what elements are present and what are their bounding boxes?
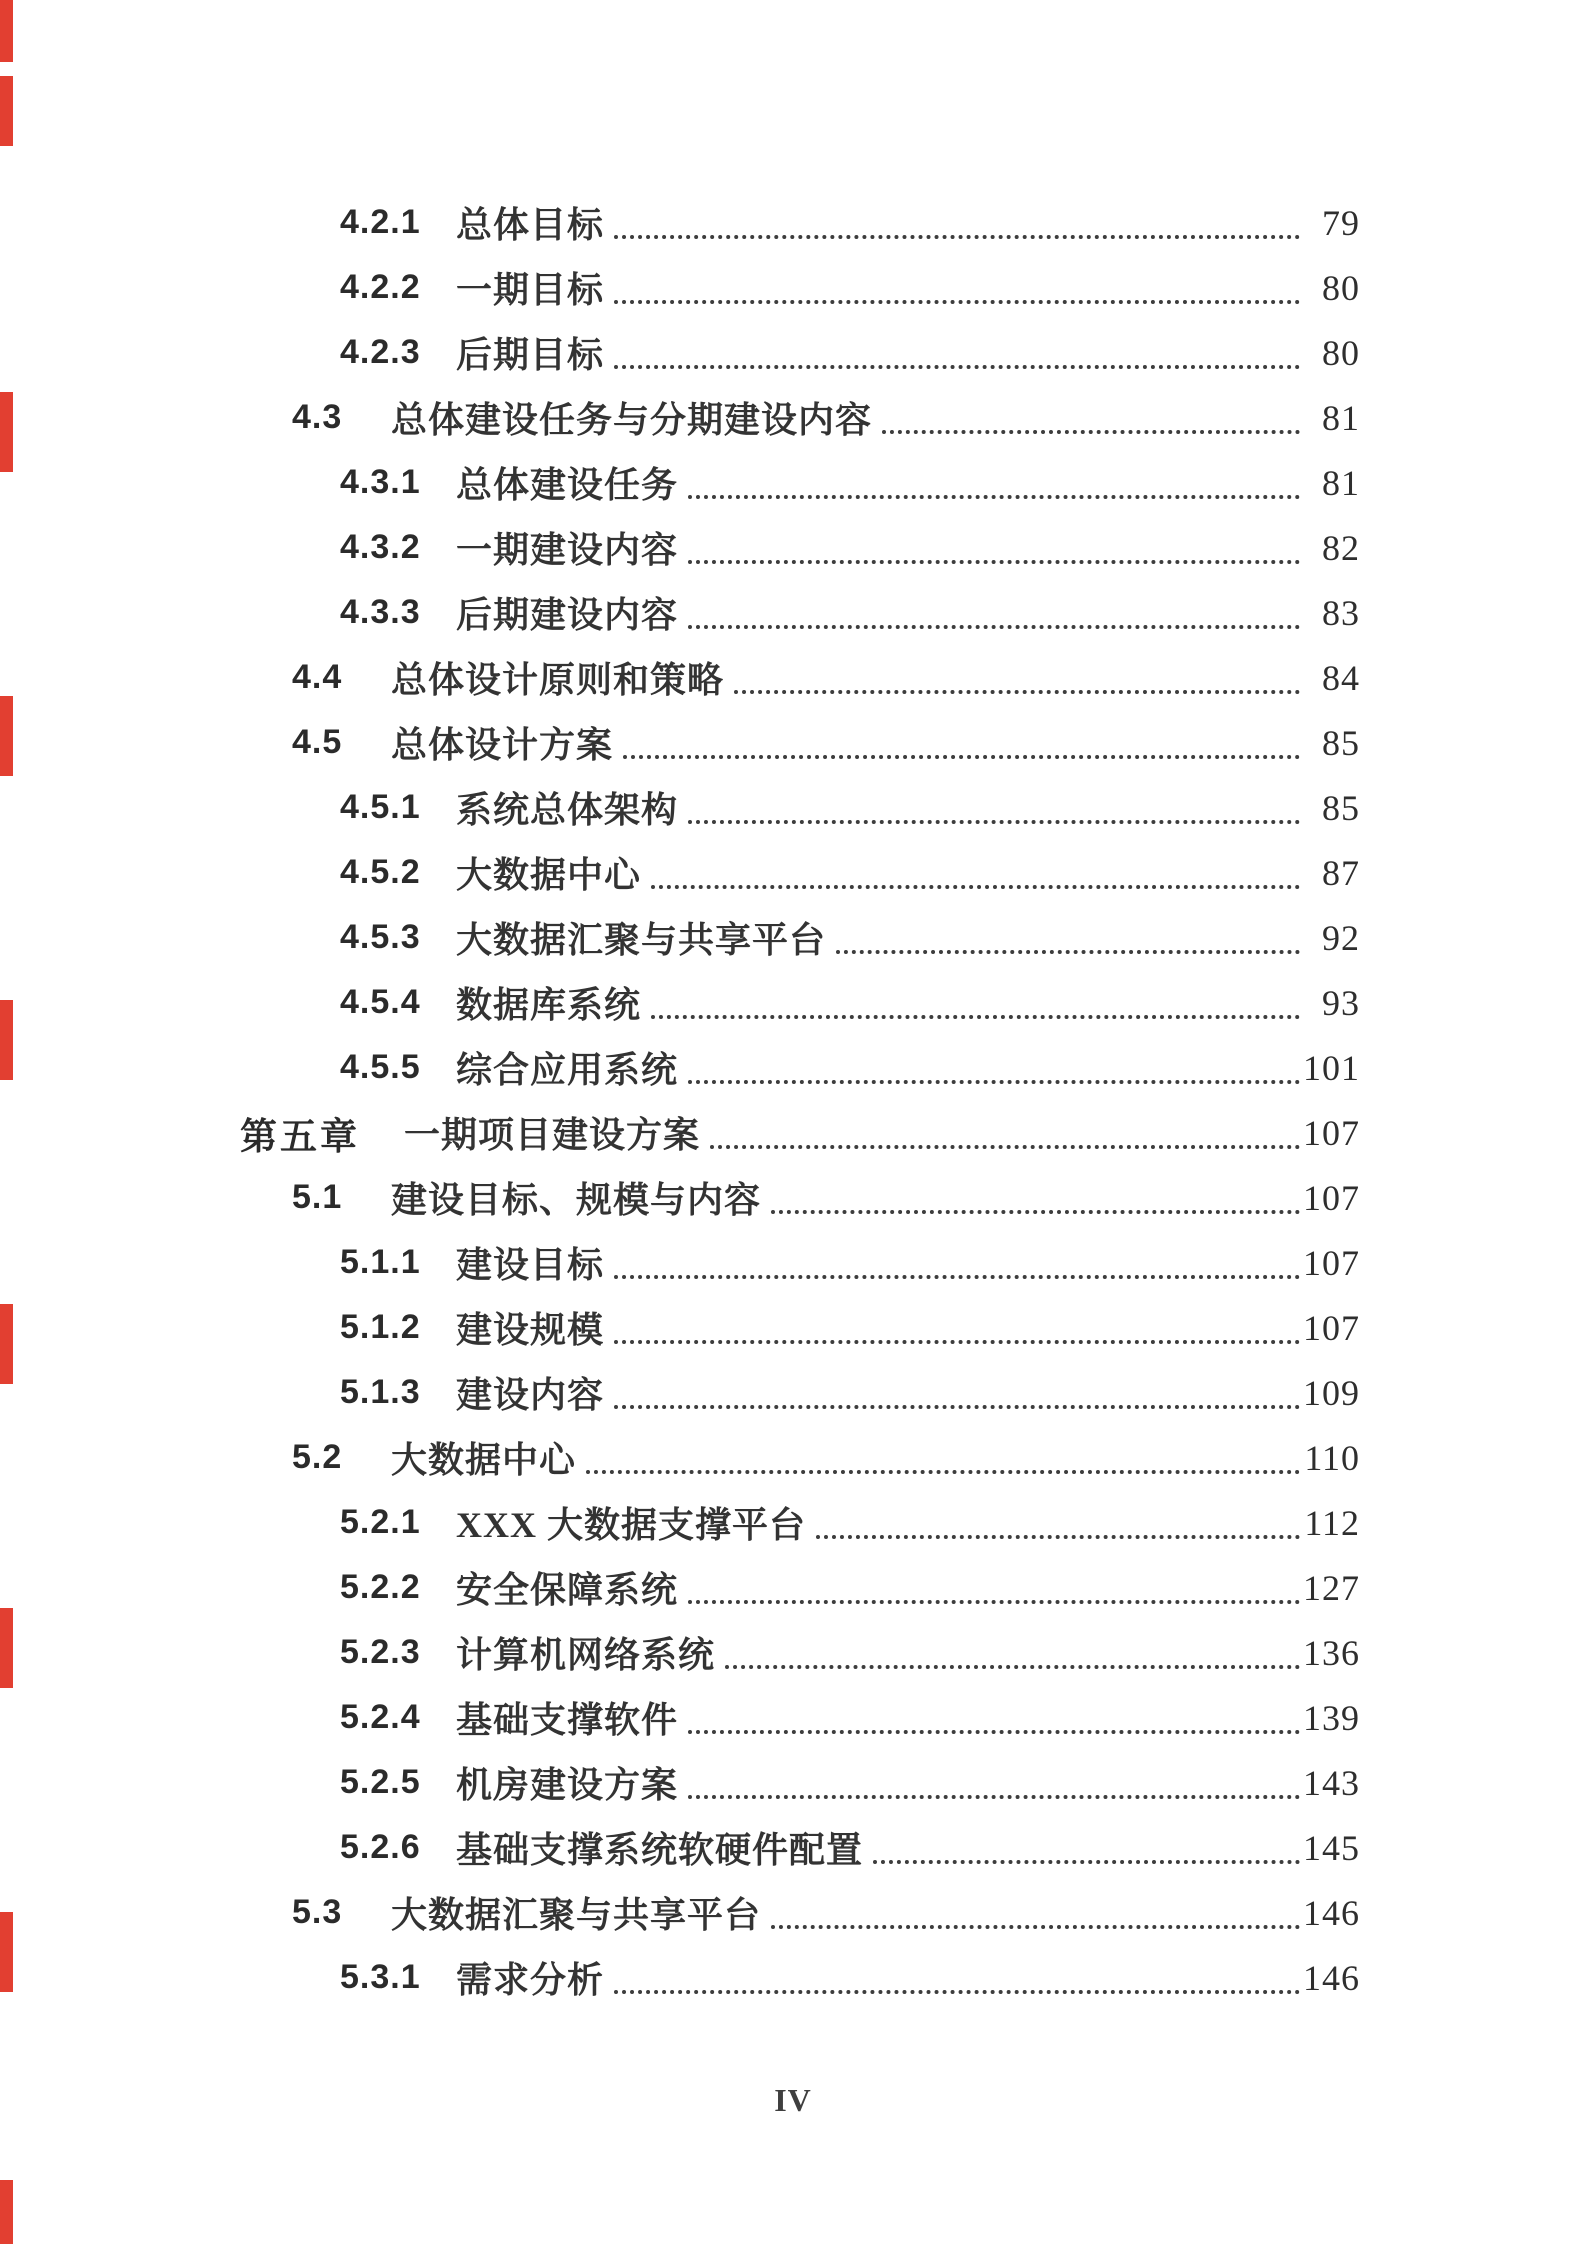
dot-leader [647,852,1302,894]
toc-entry-title: 大数据中心 [456,855,642,895]
toc-entry[interactable] [340,1230,1360,1295]
toc-entry[interactable] [340,450,1360,515]
toc-entry-page: 83 [1322,592,1360,633]
table-of-contents [240,190,1360,2010]
toc-entry-title: 总体设计原则和策略 [391,660,725,700]
toc-entry-number: 4.2.1 [340,203,421,241]
toc-entry-page: 110 [1304,1437,1360,1478]
toc-entry-number: 5.2.3 [340,1633,421,1671]
toc-entry-title: 大数据汇聚与共享平台 [456,920,827,960]
toc-entry-page: 87 [1322,852,1360,893]
toc-entry-number: 4.5.3 [340,918,421,956]
toc-entry-title: 数据库系统 [456,985,642,1025]
toc-entry-title: 安全保障系统 [456,1570,679,1610]
toc-entry-number: 4.5.1 [340,788,421,826]
toc-entry-title: 基础支撑系统软硬件配置 [456,1830,864,1870]
page-number-footer: IV [774,2082,812,2118]
toc-entry-number: 4.5 [292,723,343,761]
toc-entry-number: 5.2.1 [340,1503,421,1541]
dot-leader [610,202,1302,244]
toc-entry-page: 107 [1303,1112,1360,1153]
dot-leader [721,1632,1302,1674]
dot-leader [619,722,1302,764]
toc-entry-page: 93 [1322,982,1360,1023]
dot-leader [684,592,1302,634]
dot-leader [684,462,1302,504]
toc-entry[interactable] [340,1360,1360,1425]
toc-entry-page: 79 [1322,202,1360,243]
toc-entry-title: 计算机网络系统 [456,1635,716,1675]
toc-entry-title: 建设内容 [456,1375,605,1415]
toc-entry-number: 4.2.3 [340,333,421,371]
dot-leader [610,1957,1302,1999]
toc-entry[interactable] [340,840,1360,905]
dot-leader [706,1112,1302,1154]
toc-entry-title: 机房建设方案 [456,1765,679,1805]
toc-entry-title: 建设规模 [456,1310,605,1350]
toc-entry-page: 146 [1303,1892,1360,1933]
toc-entry-page: 80 [1322,332,1360,373]
toc-entry-page: 145 [1303,1827,1360,1868]
dot-leader [684,1567,1302,1609]
toc-entry-page: 127 [1303,1567,1360,1608]
toc-entry-page: 85 [1322,722,1360,763]
toc-entry-page: 109 [1303,1372,1360,1413]
toc-entry-page: 107 [1303,1177,1360,1218]
toc-entry[interactable] [340,1555,1360,1620]
toc-entry-title: 一期建设内容 [456,530,679,570]
toc-entry-page: 85 [1322,787,1360,828]
dot-leader [684,1047,1302,1089]
toc-entry-number: 5.2.6 [340,1828,421,1866]
toc-entry-number: 4.2.2 [340,268,421,306]
toc-entry-title: 建设目标、规模与内容 [391,1180,762,1220]
toc-entry-title: 一期目标 [456,270,605,310]
toc-entry-title: 总体建设任务与分期建设内容 [391,400,873,440]
toc-entry[interactable] [292,1165,1360,1230]
toc-entry-title: 系统总体架构 [456,790,679,830]
toc-entry-page: 81 [1322,397,1360,438]
toc-entry-number: 4.5.4 [340,983,421,1021]
dot-leader [812,1502,1302,1544]
dot-leader [832,917,1302,959]
toc-entry-title: 综合应用系统 [456,1050,679,1090]
dot-leader [767,1177,1302,1219]
toc-entry-page: 84 [1322,657,1360,698]
toc-entry[interactable] [340,775,1360,840]
toc-entry[interactable] [340,1620,1360,1685]
toc-entry-title: 总体设计方案 [391,725,614,765]
dot-leader [610,267,1302,309]
scan-artifact-mark [0,1304,13,1384]
toc-entry-title: 需求分析 [456,1960,605,2000]
toc-entry-number: 4.4 [292,658,343,696]
toc-entry[interactable] [340,1685,1360,1750]
toc-entry[interactable] [340,905,1360,970]
toc-entry-title: 建设目标 [456,1245,605,1285]
dot-leader [610,1372,1302,1414]
dot-leader [684,787,1302,829]
toc-entry[interactable] [292,1880,1360,1945]
toc-entry-number: 5.1.3 [340,1373,421,1411]
toc-entry-page: 139 [1303,1697,1360,1738]
toc-entry-title: 基础支撑软件 [456,1700,679,1740]
toc-entry-page: 107 [1303,1242,1360,1283]
toc-entry[interactable] [240,1100,1360,1165]
toc-entry[interactable] [340,1295,1360,1360]
toc-entry-number: 5.2.4 [340,1698,421,1736]
dot-leader [582,1437,1302,1479]
toc-entry[interactable] [292,1425,1360,1490]
toc-entry-page: 82 [1322,527,1360,568]
dot-leader [869,1827,1302,1869]
toc-entry[interactable] [340,190,1360,255]
toc-entry-title: XXX 大数据支撑平台 [456,1505,806,1545]
toc-entry-title: 后期建设内容 [456,595,679,635]
toc-entry[interactable] [340,255,1360,320]
toc-entry[interactable] [292,710,1360,775]
toc-entry-number: 4.5.2 [340,853,421,891]
toc-entry-title: 总体建设任务 [456,465,679,505]
toc-entry-page: 107 [1303,1307,1360,1348]
dot-leader [610,1242,1302,1284]
scan-artifact-mark [0,392,13,472]
toc-entry-number: 4.3.3 [340,593,421,631]
dot-leader [767,1892,1302,1934]
toc-entry-number: 5.3.1 [340,1958,421,1996]
toc-entry[interactable] [340,1035,1360,1100]
dot-leader [684,1697,1302,1739]
dot-leader [684,1762,1302,1804]
toc-entry[interactable] [340,1815,1360,1880]
toc-entry[interactable] [340,1490,1360,1555]
dot-leader [730,657,1302,699]
dot-leader [878,397,1302,439]
toc-entry-page: 92 [1322,917,1360,958]
toc-entry[interactable] [340,970,1360,1035]
scan-artifact-mark [0,696,13,776]
toc-entry-number: 5.1.2 [340,1308,421,1346]
toc-entry[interactable] [340,320,1360,385]
scan-artifact-mark [0,1912,13,1992]
toc-entry-number: 第五章 [240,1116,360,1158]
toc-entry-page: 80 [1322,267,1360,308]
toc-entry-number: 5.2 [292,1438,343,1476]
toc-entry-number: 5.3 [292,1893,343,1931]
toc-entry[interactable] [340,1945,1360,2010]
toc-entry-number: 4.3.2 [340,528,421,566]
toc-entry-page: 143 [1303,1762,1360,1803]
scan-artifact-mark [0,2180,13,2244]
toc-entry-title: 总体目标 [456,205,605,245]
toc-entry[interactable] [340,515,1360,580]
toc-entry[interactable] [340,580,1360,645]
toc-entry-page: 101 [1303,1047,1360,1088]
toc-entry[interactable] [292,645,1360,710]
toc-entry-number: 4.3.1 [340,463,421,501]
toc-entry-page: 112 [1304,1502,1360,1543]
toc-entry-title: 大数据中心 [391,1440,577,1480]
toc-entry[interactable] [292,385,1360,450]
scan-artifact-mark [0,1608,13,1688]
scan-artifact-mark [0,1000,13,1080]
toc-entry-number: 4.3 [292,398,343,436]
scan-artifact-mark [0,76,13,146]
toc-entry-page: 81 [1322,462,1360,503]
scan-artifact-mark [0,0,13,62]
toc-entry-number: 5.2.5 [340,1763,421,1801]
toc-entry-title: 后期目标 [456,335,605,375]
toc-entry-page: 146 [1303,1957,1360,1998]
dot-leader [647,982,1302,1024]
toc-entry-number: 5.1 [292,1178,343,1216]
dot-leader [684,527,1302,569]
toc-entry-title: 一期项目建设方案 [404,1115,701,1155]
toc-entry-title: 大数据汇聚与共享平台 [391,1895,762,1935]
toc-entry-number: 5.1.1 [340,1243,421,1281]
toc-entry-number: 4.5.5 [340,1048,421,1086]
dot-leader [610,1307,1302,1349]
toc-entry-page: 136 [1303,1632,1360,1673]
toc-entry-number: 5.2.2 [340,1568,421,1606]
toc-entry[interactable] [340,1750,1360,1815]
dot-leader [610,332,1302,374]
